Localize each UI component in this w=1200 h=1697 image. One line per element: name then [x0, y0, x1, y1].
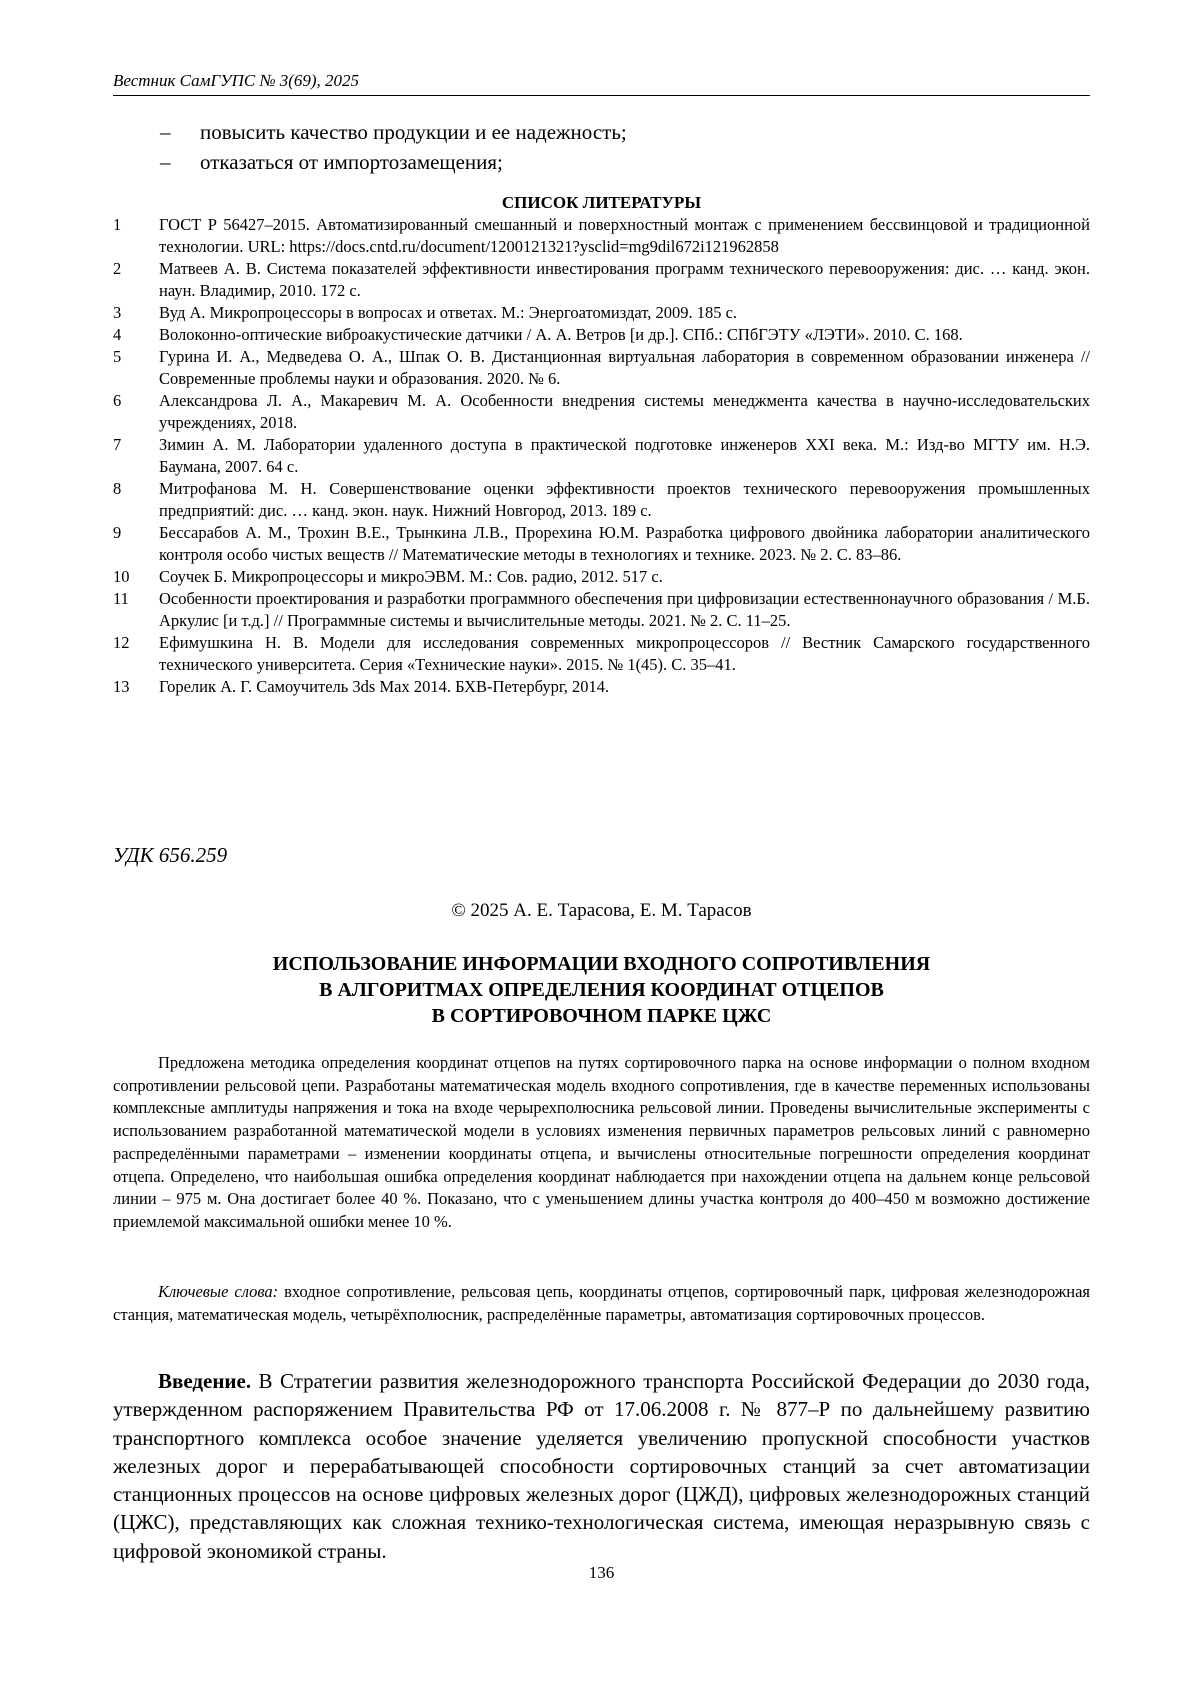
introduction-paragraph	[113, 1367, 1090, 1565]
reference-item	[113, 434, 1090, 478]
reference-item	[113, 324, 1090, 346]
reference-number: 3	[113, 303, 122, 322]
introduction-heading: Введение.	[158, 1369, 252, 1393]
reference-number: 13	[113, 677, 130, 696]
reference-text: Зимин А. М. Лаборатории удаленного доступа в практической подготовке инженеров XXI века. М.: Изд-во МГТУ им. Н.Э. Баумана, 2007. 64 с.	[159, 435, 1090, 476]
reference-text: Особенности проектирования и разработки программного обеспечения при цифровизации естественнонаучного образования / М.Б. Аркулис [и т.д.] // Программные системы и вычислительные методы. 2021. № 2. С. 11–25.	[159, 589, 1090, 630]
reference-text: Александрова Л. А., Макаревич М. А. Особенности внедрения системы менеджмента качества в научно-исследовательских учреждениях, 2018.	[159, 391, 1090, 432]
article-abstract: Предложена методика определения координат отцепов на путях сортировочного парка на основе информации о полном входном сопротивлении рельсовой цепи. Разработаны математическая модель входного сопротивления, где в качестве переменных использованы комплексные амплитуды напряжения и тока на входе черырехполюсника рельсовой линии. Проведены вычислительные эксперименты с использованием разработанной математической модели в условиях изменения первичных параметров рельсовых линий с равномерно распределёнными параметрами – изменении координаты отцепа, и вычислены относительные погрешности определения координат отцепа. Определено, что наибольшая ошибка определения координат наблюдается при нахождении отцепа на дальнем конце рельсовой линии – 975 м. Она достигает более 40 %. Показано, что с уменьшением длины участка контроля до 400–450 м возможно достижение приемлемой максимальной ошибки менее 10 %.	[113, 1053, 1090, 1231]
reference-text: Бессарабов А. М., Трохин В.Е., Трынкина Л.В., Прорехина Ю.М. Разработка цифрового двойника лаборатории аналитического контроля особо чистых веществ // Математические методы в технологиях и технике. 2023. № 2. С. 83–86.	[159, 523, 1090, 564]
article-title-line: В СОРТИРОВОЧНОМ ПАРКЕ ЦЖС	[431, 1005, 772, 1027]
reference-number: 5	[113, 347, 122, 366]
reference-number: 6	[113, 391, 122, 410]
page-number: 136	[588, 1563, 615, 1582]
reference-item	[113, 588, 1090, 632]
introduction-text: В Стратегии развития железнодорожного транспорта Российской Федерации до 2030 года, утвержденном распоряжением Правительства РФ от 17.06.2008 г. № 877–Р по дальнейшему развитию транспортного комплекса особое значение уделяется увеличению пропускной способности участков железных дорог и перерабатывающей способности сортировочных станций за счет автоматизации станционных процессов на основе цифровых железных дорог (ЦЖД), цифровых железнодорожных станций (ЦЖС), представляющих как сложная технико-технологическая система, имеющая неразрывную связь с цифровой экономикой страны.	[113, 1369, 1090, 1563]
reference-item	[113, 302, 1090, 324]
bullet-text: повысить качество продукции и ее надежность;	[200, 120, 627, 144]
article-title-line: В АЛГОРИТМАХ ОПРЕДЕЛЕНИЯ КООРДИНАТ ОТЦЕПОВ	[319, 979, 884, 1001]
reference-text: Митрофанова М. Н. Совершенствование оценки эффективности проектов технического перевооружения промышленных предприятий: дис. … канд. экон. наук. Нижний Новгород, 2013. 189 с.	[159, 479, 1090, 520]
reference-number: 2	[113, 259, 122, 278]
reference-text: Соучек Б. Микропроцессоры и микроЭВМ. М.: Сов. радио, 2012. 517 с.	[159, 567, 663, 586]
article-title	[113, 951, 1090, 1029]
reference-number: 7	[113, 435, 122, 454]
bullet-item	[160, 117, 1060, 147]
reference-number: 10	[113, 567, 130, 586]
journal-header	[113, 70, 1090, 96]
reference-text: Горелик А. Г. Самоучитель 3ds Max 2014. БХВ-Петербург, 2014.	[159, 677, 610, 696]
reference-text: ГОСТ Р 56427–2015. Автоматизированный смешанный и поверхностный монтаж с применением бессвинцовой и традиционной технологии. URL: https://docs.cntd.ru/document/1200121321?ysclid=mg9dil672i121962858	[159, 215, 1090, 256]
article-keywords	[113, 1281, 1090, 1326]
reference-item	[113, 258, 1090, 302]
reference-text: Вуд А. Микропроцессоры в вопросах и ответах. М.: Энергоатомиздат, 2009. 185 с.	[159, 303, 738, 322]
reference-item	[113, 676, 1090, 698]
references-title: СПИСОК ЛИТЕРАТУРЫ	[501, 193, 702, 212]
reference-item	[113, 522, 1090, 566]
reference-number: 4	[113, 325, 122, 344]
article-title-line: ИСПОЛЬЗОВАНИЕ ИНФОРМАЦИИ ВХОДНОГО СОПРОТИВЛЕНИЯ	[272, 953, 931, 975]
reference-number: 9	[113, 523, 122, 542]
journal-title: Вестник СамГУПС № 3(69), 2025	[113, 71, 360, 90]
bullet-item	[160, 147, 1060, 177]
reference-item	[113, 390, 1090, 434]
reference-text: Гурина И. А., Медведева О. А., Шпак О. В. Дистанционная виртуальная лаборатория в современном образовании инженера // Современные проблемы науки и образования. 2020. № 6.	[159, 347, 1090, 388]
udk-code: УДК 656.259	[113, 843, 228, 867]
reference-text: Ефимушкина Н. В. Модели для исследования современных микропроцессоров // Вестник Самарского государственного технического университета. Серия «Технические науки». 2015. № 1(45). С. 35–41.	[159, 633, 1090, 674]
reference-item	[113, 478, 1090, 522]
reference-text: Матвеев А. В. Система показателей эффективности инвестирования программ технического перевооружения: дис. … канд. экон. наун. Владимир, 2010. 172 с.	[159, 259, 1090, 300]
reference-text: Волоконно-оптические виброакустические датчики / А. А. Ветров [и др.]. СПб.: СПбГЭТУ «ЛЭТИ». 2010. С. 168.	[159, 325, 963, 344]
bullet-dash: –	[160, 120, 171, 144]
reference-number: 8	[113, 479, 122, 498]
reference-item	[113, 632, 1090, 676]
references-list	[113, 214, 1090, 698]
keywords-label: Ключевые слова:	[158, 1282, 279, 1301]
reference-item	[113, 214, 1090, 258]
reference-number: 11	[113, 589, 129, 608]
bullet-dash: –	[160, 150, 171, 174]
reference-item	[113, 346, 1090, 390]
keywords-text: входное сопротивление, рельсовая цепь, координаты отцепов, сортировочный парк, цифровая железнодорожная станция, математическая модель, четырёхполюсник, распределённые параметры, автоматизация сортировочных процессов.	[113, 1282, 1091, 1324]
reference-number: 12	[113, 633, 130, 652]
reference-number: 1	[113, 215, 122, 234]
article-authors: © 2025 А. Е. Тарасова, Е. М. Тарасов	[451, 900, 752, 921]
reference-item	[113, 566, 1090, 588]
bullet-list	[160, 117, 1060, 177]
bullet-text: отказаться от импортозамещения;	[200, 150, 503, 174]
